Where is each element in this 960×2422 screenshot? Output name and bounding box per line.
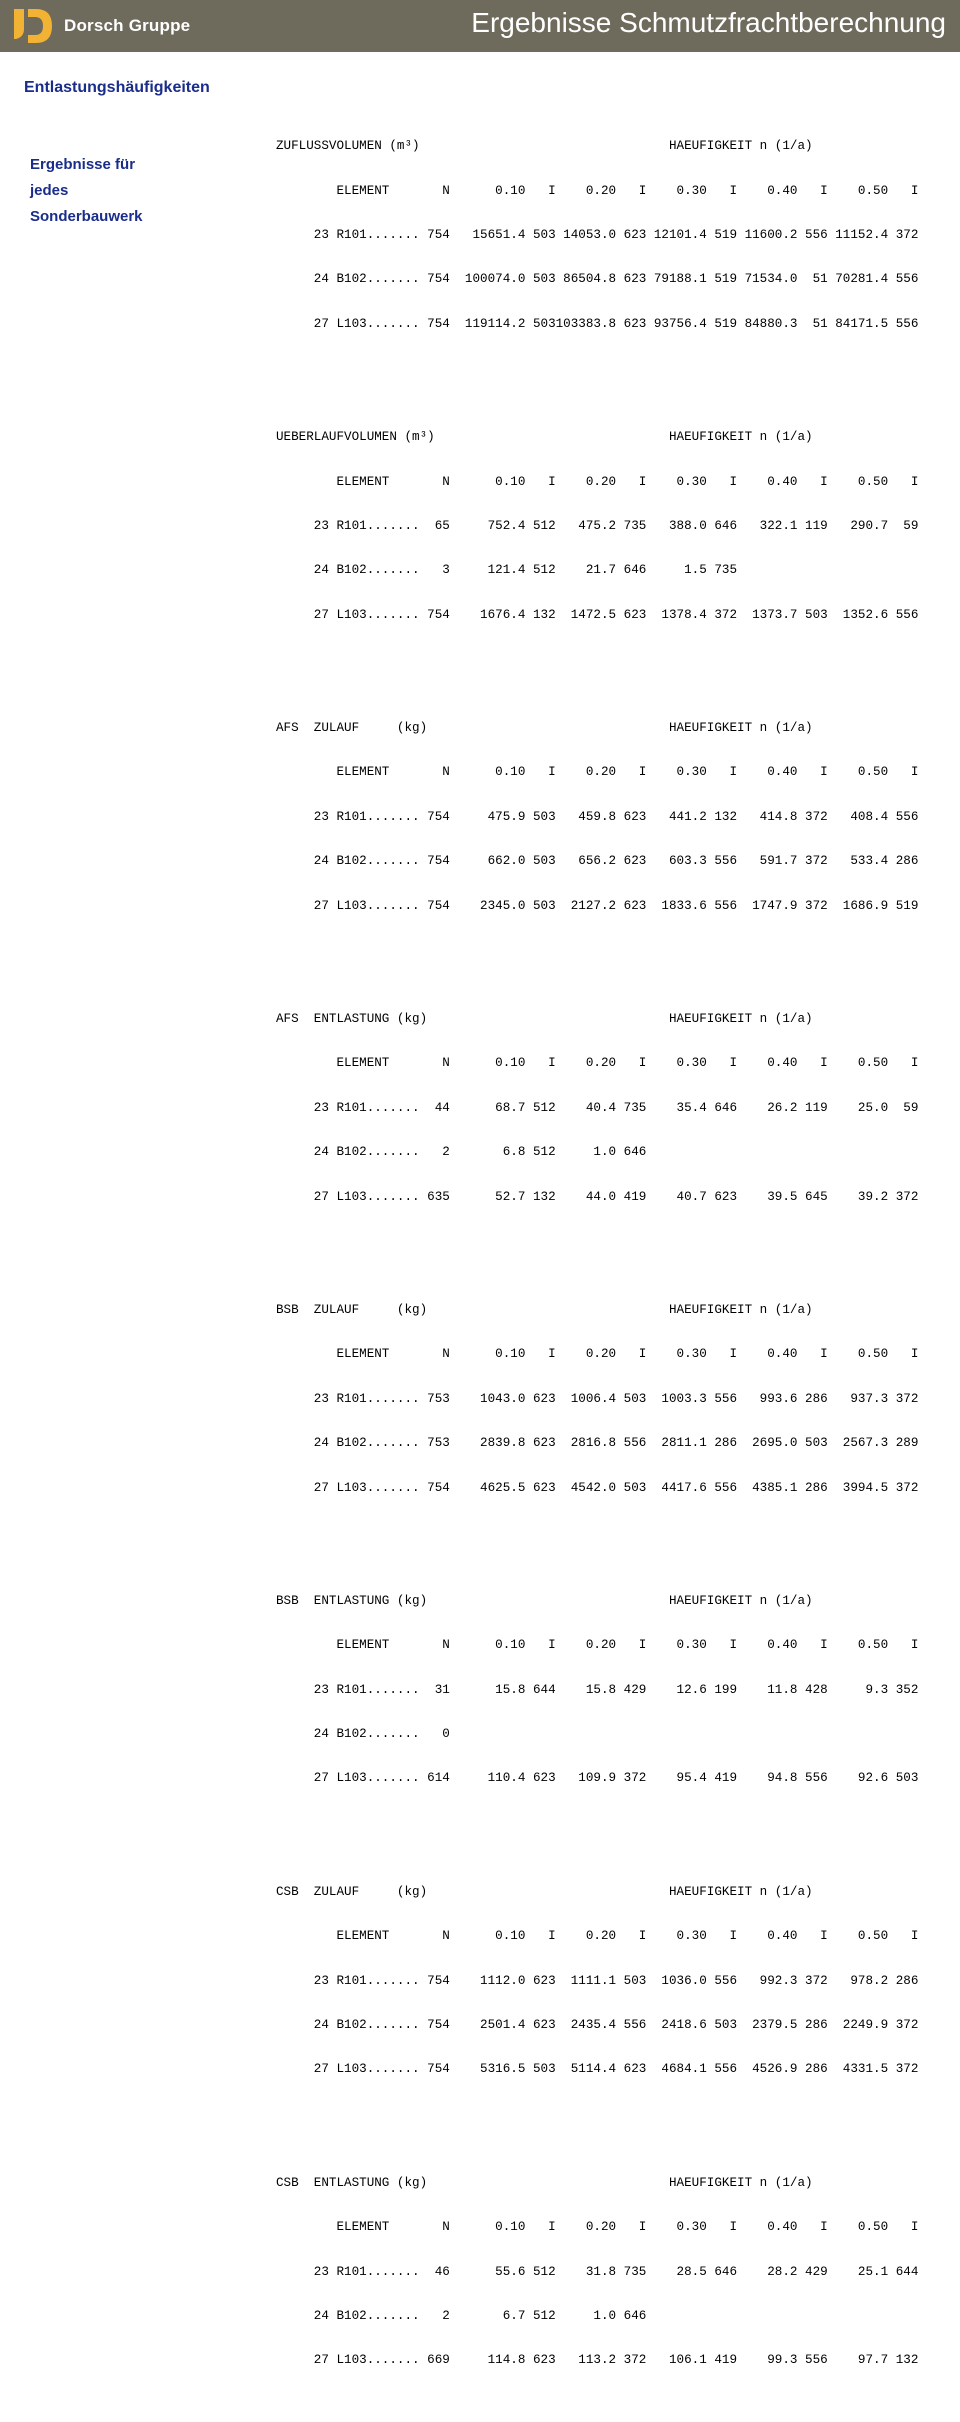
block-title: AFS ENTLASTUNG (kg) HAEUFIGKEIT n (1/a): [276, 1012, 813, 1026]
results-printout: [276, 80, 918, 2422]
data-row: 27 L103....... 754 4625.5 623 4542.0 503 4417.6 556 4385.1 286 3994.5 372: [276, 1480, 919, 1495]
result-block: [276, 691, 918, 943]
company-logo: [12, 7, 190, 45]
title-bar: [0, 0, 960, 52]
sidebar-subtitle-line: jedes: [30, 182, 69, 199]
data-row: 27 L103....... 635 52.7 132 44.0 419 40.7 623 39.5 645 39.2 372: [276, 1189, 919, 1204]
data-row: 24 B102....... 754 662.0 503 656.2 623 603.3 556 591.7 372 533.4 286: [276, 854, 919, 869]
result-block: [276, 401, 918, 653]
slide-title: Ergebnisse Schmutzfrachtberechnung: [471, 7, 946, 38]
result-block: [276, 2146, 918, 2398]
result-block: [276, 1273, 918, 1525]
data-row: 27 L103....... 754 1676.4 132 1472.5 623 1378.4 372 1373.7 503 1352.6 556: [276, 607, 919, 622]
result-block: [276, 1855, 918, 2107]
data-row: 24 B102....... 0: [276, 1727, 450, 1742]
data-row: 23 R101....... 65 752.4 512 475.2 735 388.0 646 322.1 119 290.7 59: [276, 518, 919, 533]
data-row: 24 B102....... 2 6.7 512 1.0 646: [276, 2308, 647, 2323]
data-row: 24 B102....... 754 2501.4 623 2435.4 556 2418.6 503 2379.5 286 2249.9 372: [276, 2017, 919, 2032]
data-row: 27 L103....... 669 114.8 623 113.2 372 106.1 419 99.3 556 97.7 132: [276, 2353, 919, 2368]
data-row: 23 R101....... 31 15.8 644 15.8 429 12.6 199 11.8 428 9.3 352: [276, 1682, 919, 1697]
sidebar-subtitle-line: Ergebnisse für: [30, 156, 136, 173]
sidebar-subtitle-line: Sonderbauwerk: [30, 208, 143, 225]
column-header: ELEMENT N 0.10 I 0.20 I 0.30 I 0.40 I 0.50 I: [276, 1929, 919, 1944]
result-block: [276, 1564, 918, 1816]
data-row: 27 L103....... 754 2345.0 503 2127.2 623 1833.6 556 1747.9 372 1686.9 519: [276, 898, 919, 913]
data-row: 27 L103....... 754 119114.2 503103383.8 623 93756.4 519 84880.3 51 84171.5 556: [276, 316, 919, 331]
column-header: ELEMENT N 0.10 I 0.20 I 0.30 I 0.40 I 0.50 I: [276, 474, 919, 489]
data-row: 24 B102....... 2 6.8 512 1.0 646: [276, 1145, 647, 1160]
block-title: BSB ENTLASTUNG (kg) HAEUFIGKEIT n (1/a): [276, 1593, 813, 1608]
block-title: ZUFLUSSVOLUMEN (m³) HAEUFIGKEIT n (1/a): [276, 139, 813, 154]
data-row: 27 L103....... 754 5316.5 503 5114.4 623 4684.1 556 4526.9 286 4331.5 372: [276, 2062, 919, 2077]
block-title: CSB ENTLASTUNG (kg) HAEUFIGKEIT n (1/a): [276, 2175, 813, 2190]
column-header: ELEMENT N 0.10 I 0.20 I 0.30 I 0.40 I 0.50 I: [276, 183, 919, 198]
data-row: 24 B102....... 754 100074.0 503 86504.8 623 79188.1 519 71534.0 51 70281.4 556: [276, 272, 919, 287]
data-row: 23 R101....... 754 1112.0 623 1111.1 503 1036.0 556 992.3 372 978.2 286: [276, 1973, 919, 1988]
result-block: [276, 110, 918, 362]
dorsch-logo-icon: [12, 7, 54, 45]
block-title: BSB ZULAUF (kg) HAEUFIGKEIT n (1/a): [276, 1302, 813, 1317]
column-header: ELEMENT N 0.10 I 0.20 I 0.30 I 0.40 I 0.50 I: [276, 765, 919, 780]
data-row: 23 R101....... 754 15651.4 503 14053.0 623 12101.4 519 11600.2 556 11152.4 372: [276, 227, 919, 242]
sidebar-heading: Entlastungshäufigkeiten: [24, 79, 210, 96]
data-row: 23 R101....... 753 1043.0 623 1006.4 503 1003.3 556 993.6 286 937.3 372: [276, 1391, 919, 1406]
data-row: 24 B102....... 753 2839.8 623 2816.8 556 2811.1 286 2695.0 503 2567.3 289: [276, 1436, 919, 1451]
data-row: 23 R101....... 754 475.9 503 459.8 623 441.2 132 414.8 372 408.4 556: [276, 809, 919, 824]
result-block: [276, 982, 918, 1234]
data-row: 24 B102....... 3 121.4 512 21.7 646 1.5 735: [276, 563, 738, 578]
data-row: 27 L103....... 614 110.4 623 109.9 372 95.4 419 94.8 556 92.6 503: [276, 1771, 919, 1786]
block-title: CSB ZULAUF (kg) HAEUFIGKEIT n (1/a): [276, 1884, 813, 1899]
column-header: ELEMENT N 0.10 I 0.20 I 0.30 I 0.40 I 0.50 I: [276, 2220, 919, 2235]
data-row: 23 R101....... 44 68.7 512 40.4 735 35.4 646 26.2 119 25.0 59: [276, 1100, 919, 1115]
logo-text: Dorsch Gruppe: [64, 16, 191, 35]
data-row: 23 R101....... 46 55.6 512 31.8 735 28.5 646 28.2 429 25.1 644: [276, 2264, 919, 2279]
column-header: ELEMENT N 0.10 I 0.20 I 0.30 I 0.40 I 0.50 I: [276, 1056, 919, 1071]
block-title: UEBERLAUFVOLUMEN (m³) HAEUFIGKEIT n (1/a): [276, 430, 813, 445]
column-header: ELEMENT N 0.10 I 0.20 I 0.30 I 0.40 I 0.50 I: [276, 1347, 919, 1362]
column-header: ELEMENT N 0.10 I 0.20 I 0.30 I 0.40 I 0.50 I: [276, 1638, 919, 1653]
block-title: AFS ZULAUF (kg) HAEUFIGKEIT n (1/a): [276, 721, 813, 736]
sidebar-subtitle: [30, 152, 143, 230]
